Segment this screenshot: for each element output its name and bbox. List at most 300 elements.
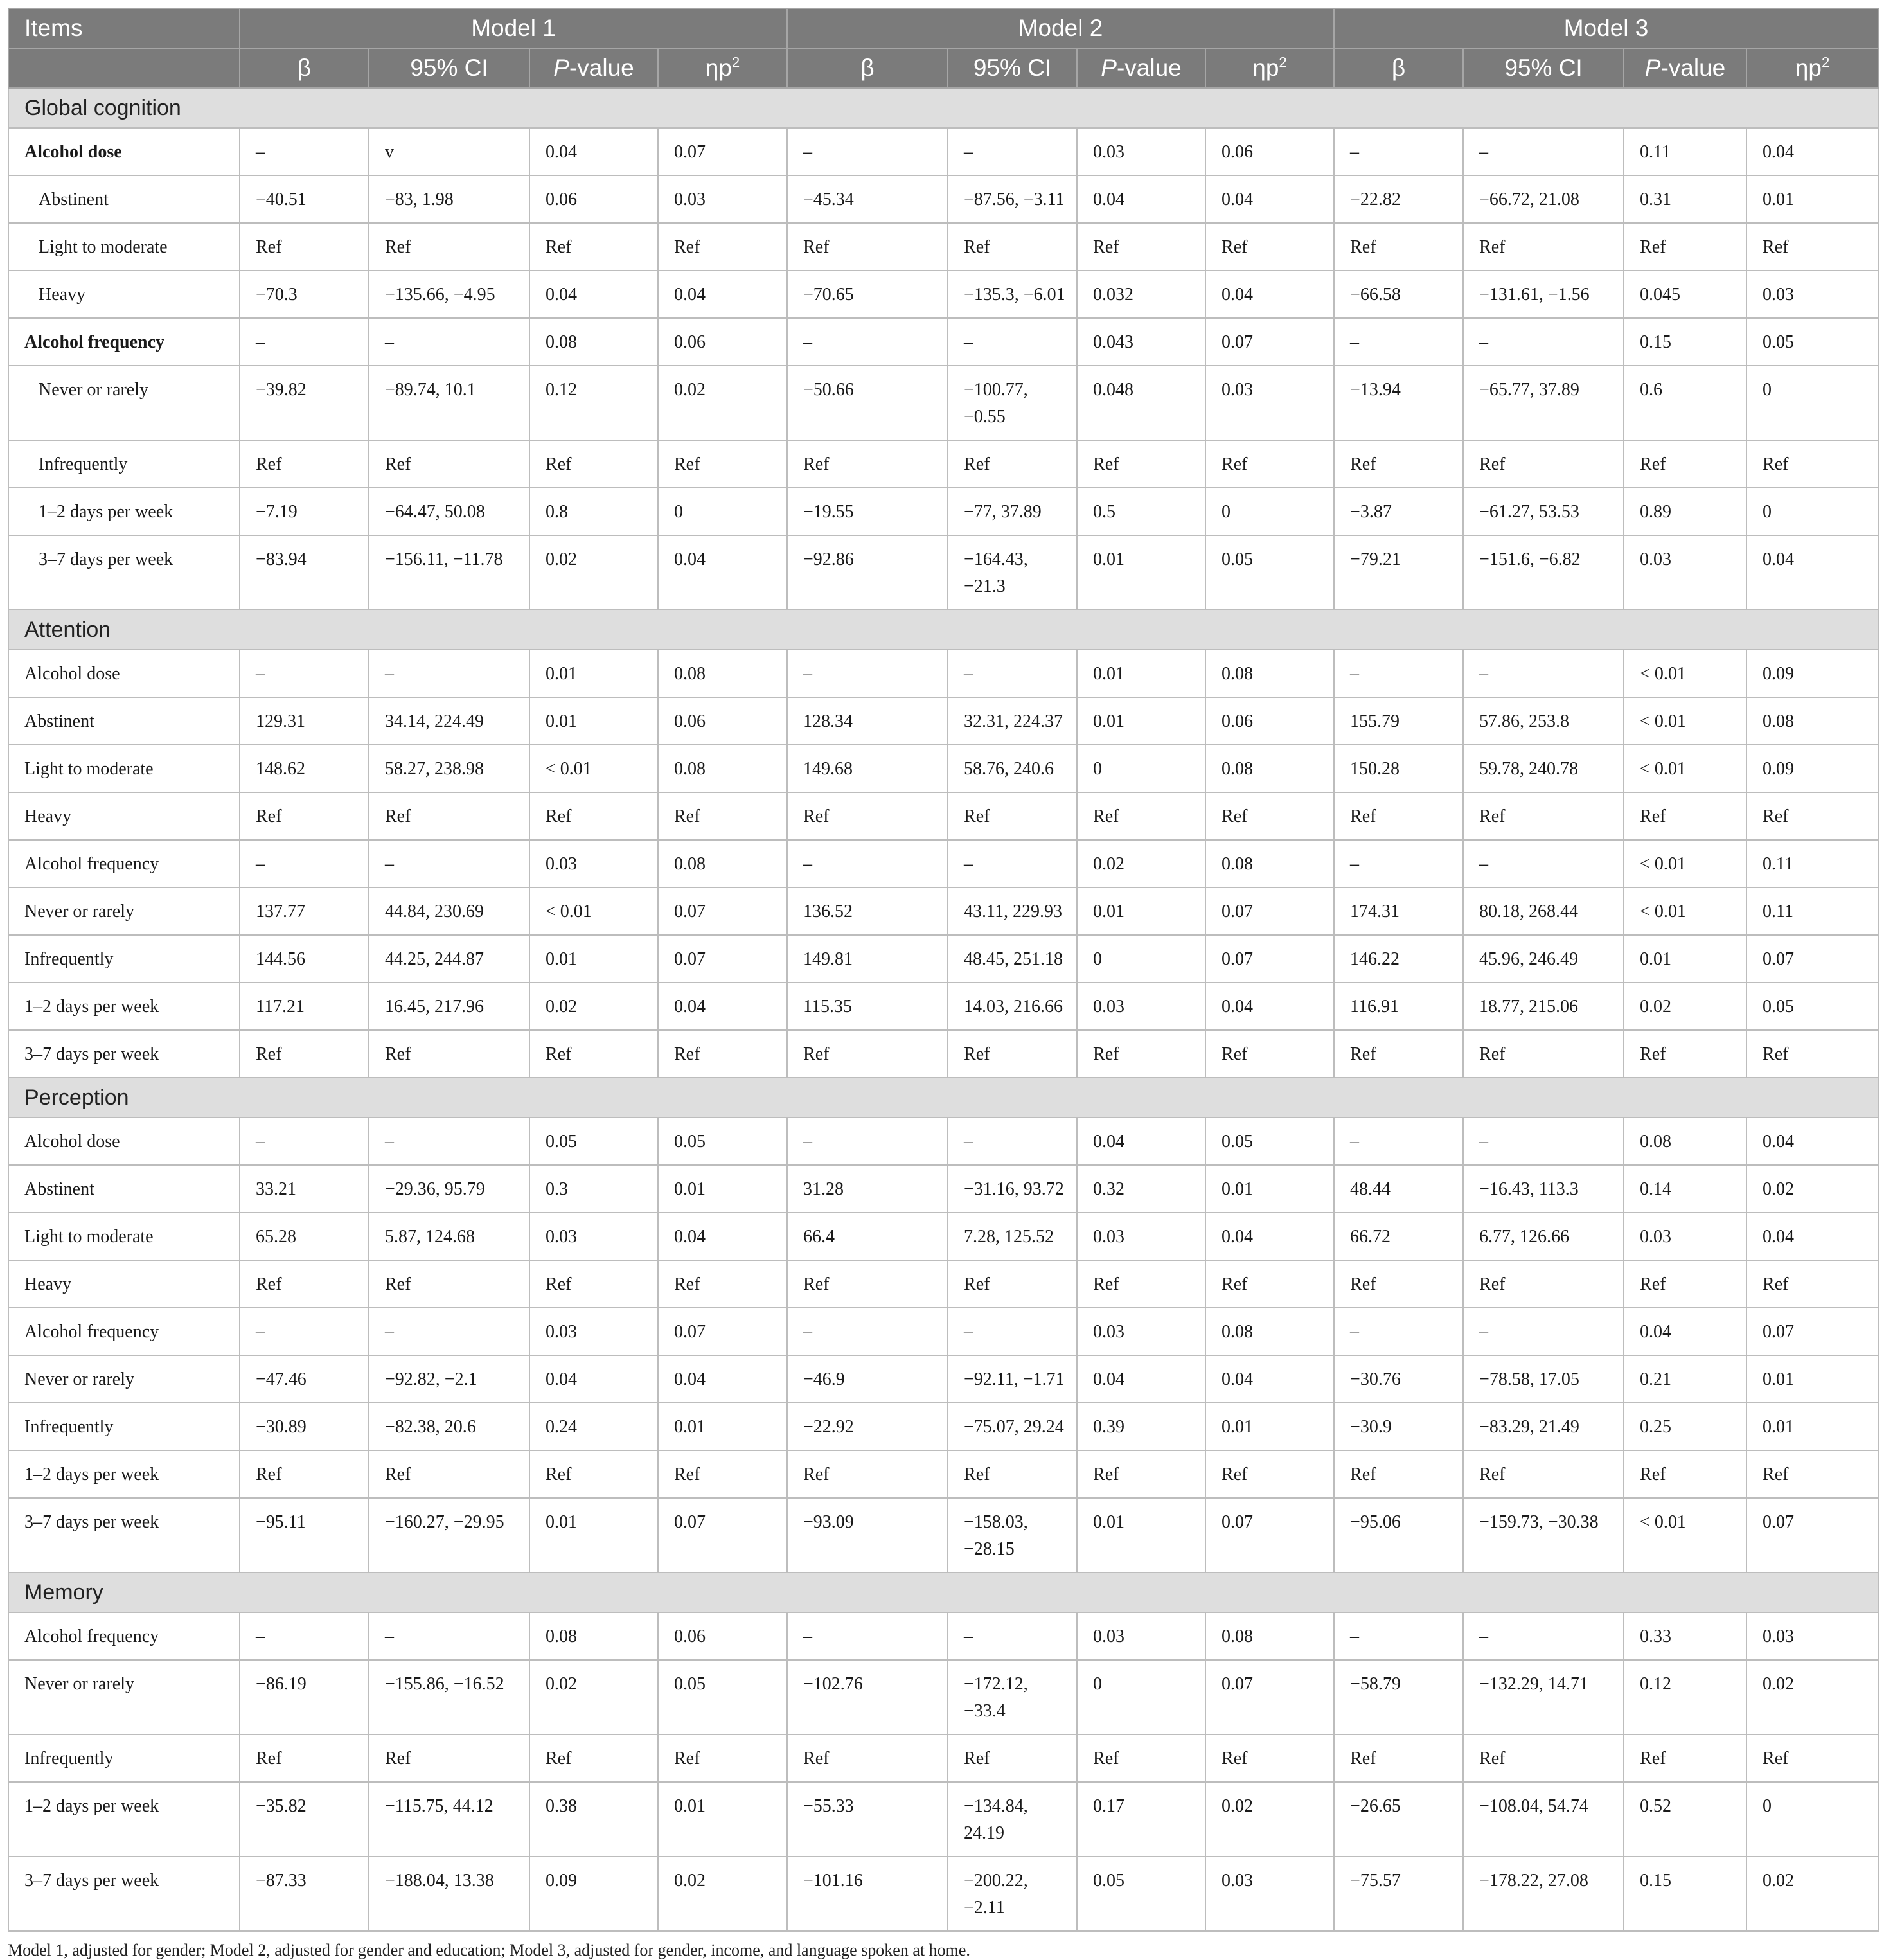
table-cell: Ref (369, 1030, 529, 1078)
table-cell: −78.58, 17.05 (1463, 1355, 1624, 1403)
table-cell: 0.04 (529, 271, 658, 318)
table-cell: Ref (1463, 1734, 1624, 1782)
table-cell: 31.28 (787, 1165, 948, 1213)
table-row (8, 650, 1878, 697)
table-cell: Ref (1334, 1734, 1463, 1782)
table-cell: 149.81 (787, 935, 948, 983)
table-cell: −100.77, −0.55 (948, 366, 1077, 440)
p-value-header-rest: -value (569, 55, 634, 81)
table-row (8, 1213, 1878, 1260)
table-cell: – (369, 840, 529, 887)
table-cell: −45.34 (787, 175, 948, 223)
table-row (8, 1782, 1878, 1857)
table-cell: Ref (787, 440, 948, 488)
eta-header-superscript: 2 (1279, 54, 1287, 71)
table-cell: Ref (1463, 440, 1624, 488)
ci-header: 95% CI (369, 48, 529, 88)
eta-header-superscript: 2 (731, 54, 740, 71)
table-row (8, 840, 1878, 887)
table-cell: 0 (1746, 1782, 1878, 1857)
table-cell: 66.4 (787, 1213, 948, 1260)
table-cell: 0.03 (1077, 983, 1205, 1030)
table-cell: 0.08 (529, 1612, 658, 1660)
table-cell: – (948, 840, 1077, 887)
table-row (8, 223, 1878, 271)
table-cell: −135.3, −6.01 (948, 271, 1077, 318)
table-cell: 155.79 (1334, 697, 1463, 745)
eta-header-text: ηp (705, 55, 732, 81)
table-cell: 7.28, 125.52 (948, 1213, 1077, 1260)
table-cell: – (1463, 318, 1624, 366)
p-value-header (1077, 48, 1205, 88)
table-cell: Ref (787, 1450, 948, 1498)
table-cell: 0 (1746, 488, 1878, 535)
table-cell: 0.05 (1205, 535, 1334, 610)
table-cell: 58.76, 240.6 (948, 745, 1077, 792)
table-cell: 0.02 (1077, 840, 1205, 887)
table-cell: −65.77, 37.89 (1463, 366, 1624, 440)
table-cell: 0.07 (1205, 318, 1334, 366)
table-cell: −58.79 (1334, 1660, 1463, 1734)
table-cell: – (1334, 840, 1463, 887)
table-row (8, 128, 1878, 175)
results-table (8, 8, 1879, 1932)
row-label: 3–7 days per week (8, 1030, 240, 1078)
table-cell: 0.01 (1077, 697, 1205, 745)
table-cell: −95.06 (1334, 1498, 1463, 1572)
table-cell: 0.01 (1624, 935, 1746, 983)
table-cell: −102.76 (787, 1660, 948, 1734)
table-cell: – (240, 650, 369, 697)
table-cell: −155.86, −16.52 (369, 1660, 529, 1734)
table-cell: 0.04 (1746, 1118, 1878, 1165)
table-cell: 32.31, 224.37 (948, 697, 1077, 745)
table-cell: 0.07 (658, 887, 787, 935)
table-cell: Ref (658, 223, 787, 271)
eta-header-text: ηp (1252, 55, 1279, 81)
row-label: Never or rarely (8, 1660, 240, 1734)
table-cell: – (787, 128, 948, 175)
table-cell: Ref (948, 1450, 1077, 1498)
table-cell: – (240, 128, 369, 175)
table-cell: 0.045 (1624, 271, 1746, 318)
table-cell: −22.92 (787, 1403, 948, 1450)
table-cell: 14.03, 216.66 (948, 983, 1077, 1030)
table-cell: 0.01 (658, 1782, 787, 1857)
table-cell: −89.74, 10.1 (369, 366, 529, 440)
table-cell: −75.57 (1334, 1857, 1463, 1931)
eta-squared-header (1205, 48, 1334, 88)
table-cell: −83.29, 21.49 (1463, 1403, 1624, 1450)
table-cell: Ref (787, 792, 948, 840)
table-cell: 174.31 (1334, 887, 1463, 935)
table-cell: 0.5 (1077, 488, 1205, 535)
table-cell: Ref (787, 1030, 948, 1078)
table-row (8, 440, 1878, 488)
table-cell: 57.86, 253.8 (1463, 697, 1624, 745)
table-cell: −164.43, −21.3 (948, 535, 1077, 610)
table-cell: 0.04 (1746, 128, 1878, 175)
table-cell: 0.04 (1205, 1355, 1334, 1403)
table-cell: – (1463, 840, 1624, 887)
row-label: Heavy (8, 271, 240, 318)
row-label: 3–7 days per week (8, 1498, 240, 1572)
table-cell: 144.56 (240, 935, 369, 983)
section-row (8, 1078, 1878, 1118)
table-cell: 0.07 (1205, 887, 1334, 935)
table-cell: Ref (1077, 1030, 1205, 1078)
table-cell: −86.19 (240, 1660, 369, 1734)
table-row (8, 887, 1878, 935)
table-cell: −160.27, −29.95 (369, 1498, 529, 1572)
table-cell: 0.01 (658, 1403, 787, 1450)
table-cell: < 0.01 (1624, 745, 1746, 792)
table-cell: 0 (1077, 745, 1205, 792)
p-value-header-italic: P (553, 55, 569, 81)
table-cell: 16.45, 217.96 (369, 983, 529, 1030)
table-cell: Ref (529, 1030, 658, 1078)
table-cell: 0.07 (1205, 935, 1334, 983)
table-cell: 0.08 (1205, 650, 1334, 697)
table-cell: – (1334, 650, 1463, 697)
table-cell: −92.86 (787, 535, 948, 610)
ci-header: 95% CI (948, 48, 1077, 88)
model-2-header: Model 2 (787, 8, 1334, 48)
table-cell: Ref (948, 440, 1077, 488)
table-cell: 0 (1746, 366, 1878, 440)
table-cell: 0.04 (1746, 535, 1878, 610)
table-cell: Ref (240, 223, 369, 271)
table-cell: Ref (948, 1030, 1077, 1078)
table-row (8, 1612, 1878, 1660)
table-cell: Ref (529, 1450, 658, 1498)
table-cell: 0.02 (529, 1660, 658, 1734)
table-row (8, 1734, 1878, 1782)
row-label: Heavy (8, 792, 240, 840)
table-cell: 116.91 (1334, 983, 1463, 1030)
table-cell: 0.04 (658, 271, 787, 318)
table-cell: 6.77, 126.66 (1463, 1213, 1624, 1260)
table-cell: 0 (1077, 935, 1205, 983)
table-cell: −115.75, 44.12 (369, 1782, 529, 1857)
table-cell: Ref (529, 223, 658, 271)
table-cell: 0.39 (1077, 1403, 1205, 1450)
table-cell: 0.01 (529, 1498, 658, 1572)
table-cell: 0.15 (1624, 1857, 1746, 1931)
table-cell: 0.08 (658, 745, 787, 792)
table-cell: Ref (1205, 223, 1334, 271)
table-cell: 0.06 (658, 1612, 787, 1660)
p-value-header-rest: -value (1116, 55, 1182, 81)
table-cell: 146.22 (1334, 935, 1463, 983)
table-cell: 0.04 (1077, 1355, 1205, 1403)
table-cell: Ref (1463, 1260, 1624, 1308)
table-cell: 44.84, 230.69 (369, 887, 529, 935)
table-cell: Ref (1077, 1450, 1205, 1498)
table-cell: 0.6 (1624, 366, 1746, 440)
table-row (8, 318, 1878, 366)
table-cell: 0 (1077, 1660, 1205, 1734)
table-cell: 0.07 (1746, 1498, 1878, 1572)
table-cell: < 0.01 (1624, 840, 1746, 887)
table-row (8, 792, 1878, 840)
row-label: 1–2 days per week (8, 1450, 240, 1498)
table-cell: −66.72, 21.08 (1463, 175, 1624, 223)
table-cell: – (787, 840, 948, 887)
table-cell: 45.96, 246.49 (1463, 935, 1624, 983)
table-cell: 0.04 (1205, 175, 1334, 223)
table-cell: – (369, 650, 529, 697)
row-label: 3–7 days per week (8, 1857, 240, 1931)
table-cell: 0.07 (658, 128, 787, 175)
table-cell: 34.14, 224.49 (369, 697, 529, 745)
table-cell: Ref (1205, 440, 1334, 488)
table-cell: Ref (240, 1734, 369, 1782)
table-cell: 0.02 (1205, 1782, 1334, 1857)
table-cell: 0.14 (1624, 1165, 1746, 1213)
table-cell: −82.38, 20.6 (369, 1403, 529, 1450)
row-label: Alcohol frequency (8, 1612, 240, 1660)
table-cell: – (1463, 650, 1624, 697)
table-body (8, 88, 1878, 1931)
table-cell: −64.47, 50.08 (369, 488, 529, 535)
table-cell: Ref (1205, 1030, 1334, 1078)
table-cell: −101.16 (787, 1857, 948, 1931)
table-cell: 0.01 (1205, 1165, 1334, 1213)
table-cell: – (787, 1308, 948, 1355)
row-label: Alcohol frequency (8, 318, 240, 366)
table-cell: Ref (240, 1030, 369, 1078)
row-label: Infrequently (8, 935, 240, 983)
row-label: Abstinent (8, 1165, 240, 1213)
table-cell: 0.043 (1077, 318, 1205, 366)
table-cell: 0.04 (529, 128, 658, 175)
table-cell: 0.08 (658, 650, 787, 697)
table-cell: 0.08 (1624, 1118, 1746, 1165)
table-cell: Ref (1205, 1450, 1334, 1498)
table-row (8, 1260, 1878, 1308)
table-cell: −134.84, 24.19 (948, 1782, 1077, 1857)
table-cell: 0.03 (1746, 1612, 1878, 1660)
table-cell: 0.01 (1077, 535, 1205, 610)
table-cell: −75.07, 29.24 (948, 1403, 1077, 1450)
table-cell: Ref (1334, 223, 1463, 271)
table-cell: < 0.01 (1624, 650, 1746, 697)
table-cell: −158.03, −28.15 (948, 1498, 1077, 1572)
table-cell: −151.6, −6.82 (1463, 535, 1624, 610)
table-cell: 48.44 (1334, 1165, 1463, 1213)
table-cell: −83.94 (240, 535, 369, 610)
row-label: Alcohol dose (8, 128, 240, 175)
table-cell: < 0.01 (529, 887, 658, 935)
table-cell: Ref (369, 1450, 529, 1498)
section-title: Global cognition (8, 88, 1878, 128)
table-cell: 0.52 (1624, 1782, 1746, 1857)
table-cell: Ref (240, 1260, 369, 1308)
table-cell: 0.89 (1624, 488, 1746, 535)
table-cell: Ref (369, 1260, 529, 1308)
results-table-container (8, 8, 1878, 1960)
row-label: 1–2 days per week (8, 1782, 240, 1857)
row-label: Alcohol frequency (8, 840, 240, 887)
table-cell: Ref (1746, 1734, 1878, 1782)
table-cell: 0.12 (1624, 1660, 1746, 1734)
table-cell: – (1463, 1308, 1624, 1355)
row-label: Light to moderate (8, 223, 240, 271)
table-cell: 137.77 (240, 887, 369, 935)
table-cell: 148.62 (240, 745, 369, 792)
table-cell: −83, 1.98 (369, 175, 529, 223)
table-cell: 129.31 (240, 697, 369, 745)
table-cell: 0.07 (1205, 1498, 1334, 1572)
table-row (8, 1857, 1878, 1931)
table-cell: 43.11, 229.93 (948, 887, 1077, 935)
table-cell: 0.08 (658, 840, 787, 887)
table-row (8, 175, 1878, 223)
table-cell: −30.9 (1334, 1403, 1463, 1450)
table-cell: Ref (1624, 440, 1746, 488)
table-cell: −77, 37.89 (948, 488, 1077, 535)
table-row (8, 697, 1878, 745)
table-cell: −47.46 (240, 1355, 369, 1403)
table-cell: 0.06 (658, 318, 787, 366)
table-cell: Ref (1746, 440, 1878, 488)
table-cell: −70.65 (787, 271, 948, 318)
table-cell: 0.06 (658, 697, 787, 745)
table-cell: – (948, 650, 1077, 697)
table-cell: 0.3 (529, 1165, 658, 1213)
table-cell: 150.28 (1334, 745, 1463, 792)
table-cell: Ref (658, 792, 787, 840)
table-cell: 0.06 (529, 175, 658, 223)
table-cell: 0.08 (1205, 1612, 1334, 1660)
table-cell: 0.07 (658, 935, 787, 983)
table-cell: 0.01 (1077, 650, 1205, 697)
table-cell: 0.05 (658, 1118, 787, 1165)
table-cell: 0.04 (658, 1355, 787, 1403)
table-cell: 0.01 (1077, 1498, 1205, 1572)
row-label: Infrequently (8, 440, 240, 488)
table-cell: – (948, 1612, 1077, 1660)
table-cell: Ref (787, 1260, 948, 1308)
p-value-header-italic: P (1644, 55, 1661, 81)
table-cell: 0.01 (529, 697, 658, 745)
eta-squared-header (658, 48, 787, 88)
table-cell: v (369, 128, 529, 175)
table-cell: 0.32 (1077, 1165, 1205, 1213)
table-cell: 0.07 (658, 1308, 787, 1355)
table-cell: 0.03 (529, 1308, 658, 1355)
row-label: Light to moderate (8, 745, 240, 792)
table-cell: 0.03 (1205, 1857, 1334, 1931)
table-cell: 0.01 (1205, 1403, 1334, 1450)
table-cell: Ref (369, 1734, 529, 1782)
table-cell: 0.032 (1077, 271, 1205, 318)
table-cell: Ref (1746, 1450, 1878, 1498)
table-cell: −66.58 (1334, 271, 1463, 318)
table-cell: – (240, 840, 369, 887)
table-cell: 0.04 (1624, 1308, 1746, 1355)
table-cell: – (1463, 1612, 1624, 1660)
table-cell: −92.11, −1.71 (948, 1355, 1077, 1403)
table-cell: Ref (1077, 440, 1205, 488)
table-cell: 0.08 (1205, 745, 1334, 792)
table-cell: 0.01 (529, 650, 658, 697)
table-cell: 0.03 (1746, 271, 1878, 318)
table-cell: −93.09 (787, 1498, 948, 1572)
table-cell: 0 (1205, 488, 1334, 535)
p-value-header (529, 48, 658, 88)
table-cell: 66.72 (1334, 1213, 1463, 1260)
table-cell: 0.03 (1077, 1308, 1205, 1355)
table-cell: – (787, 1612, 948, 1660)
table-cell: Ref (1624, 1260, 1746, 1308)
table-cell: −19.55 (787, 488, 948, 535)
table-cell: 44.25, 244.87 (369, 935, 529, 983)
table-cell: 0.01 (1746, 1355, 1878, 1403)
table-cell: Ref (948, 792, 1077, 840)
table-cell: 0.04 (1205, 983, 1334, 1030)
table-cell: Ref (1334, 1030, 1463, 1078)
table-cell: 0.05 (1077, 1857, 1205, 1931)
table-cell: – (787, 650, 948, 697)
table-cell: 0.21 (1624, 1355, 1746, 1403)
row-label: Never or rarely (8, 887, 240, 935)
table-cell: 80.18, 268.44 (1463, 887, 1624, 935)
table-cell: 0.08 (529, 318, 658, 366)
table-cell: Ref (787, 223, 948, 271)
table-cell: Ref (529, 1260, 658, 1308)
table-cell: −135.66, −4.95 (369, 271, 529, 318)
table-cell: – (369, 1612, 529, 1660)
table-cell: 0.01 (658, 1165, 787, 1213)
table-cell: – (787, 318, 948, 366)
eta-header-superscript: 2 (1821, 54, 1830, 71)
table-cell: Ref (658, 1734, 787, 1782)
table-cell: −200.22, −2.11 (948, 1857, 1077, 1931)
table-cell: −50.66 (787, 366, 948, 440)
table-cell: 0.02 (529, 535, 658, 610)
table-cell: 0.048 (1077, 366, 1205, 440)
table-cell: −95.11 (240, 1498, 369, 1572)
table-cell: 0.09 (529, 1857, 658, 1931)
table-cell: −79.21 (1334, 535, 1463, 610)
row-label: 3–7 days per week (8, 535, 240, 610)
table-cell: 0.01 (1746, 1403, 1878, 1450)
beta-header: β (787, 48, 948, 88)
row-label: Never or rarely (8, 366, 240, 440)
table-cell: Ref (658, 1260, 787, 1308)
table-cell: Ref (1334, 1260, 1463, 1308)
table-cell: Ref (369, 792, 529, 840)
table-cell: 0.03 (1205, 366, 1334, 440)
table-cell: −188.04, 13.38 (369, 1857, 529, 1931)
table-cell: −55.33 (787, 1782, 948, 1857)
table-cell: 0.04 (658, 535, 787, 610)
table-cell: Ref (369, 223, 529, 271)
table-cell: 0.11 (1746, 887, 1878, 935)
table-cell: 0.02 (658, 1857, 787, 1931)
table-cell: Ref (1205, 792, 1334, 840)
table-row (8, 1660, 1878, 1734)
table-cell: – (1334, 1612, 1463, 1660)
beta-header: β (240, 48, 369, 88)
row-label: Alcohol dose (8, 650, 240, 697)
row-label: Abstinent (8, 175, 240, 223)
table-cell: −156.11, −11.78 (369, 535, 529, 610)
table-cell: Ref (1463, 1450, 1624, 1498)
table-cell: 0.25 (1624, 1403, 1746, 1450)
